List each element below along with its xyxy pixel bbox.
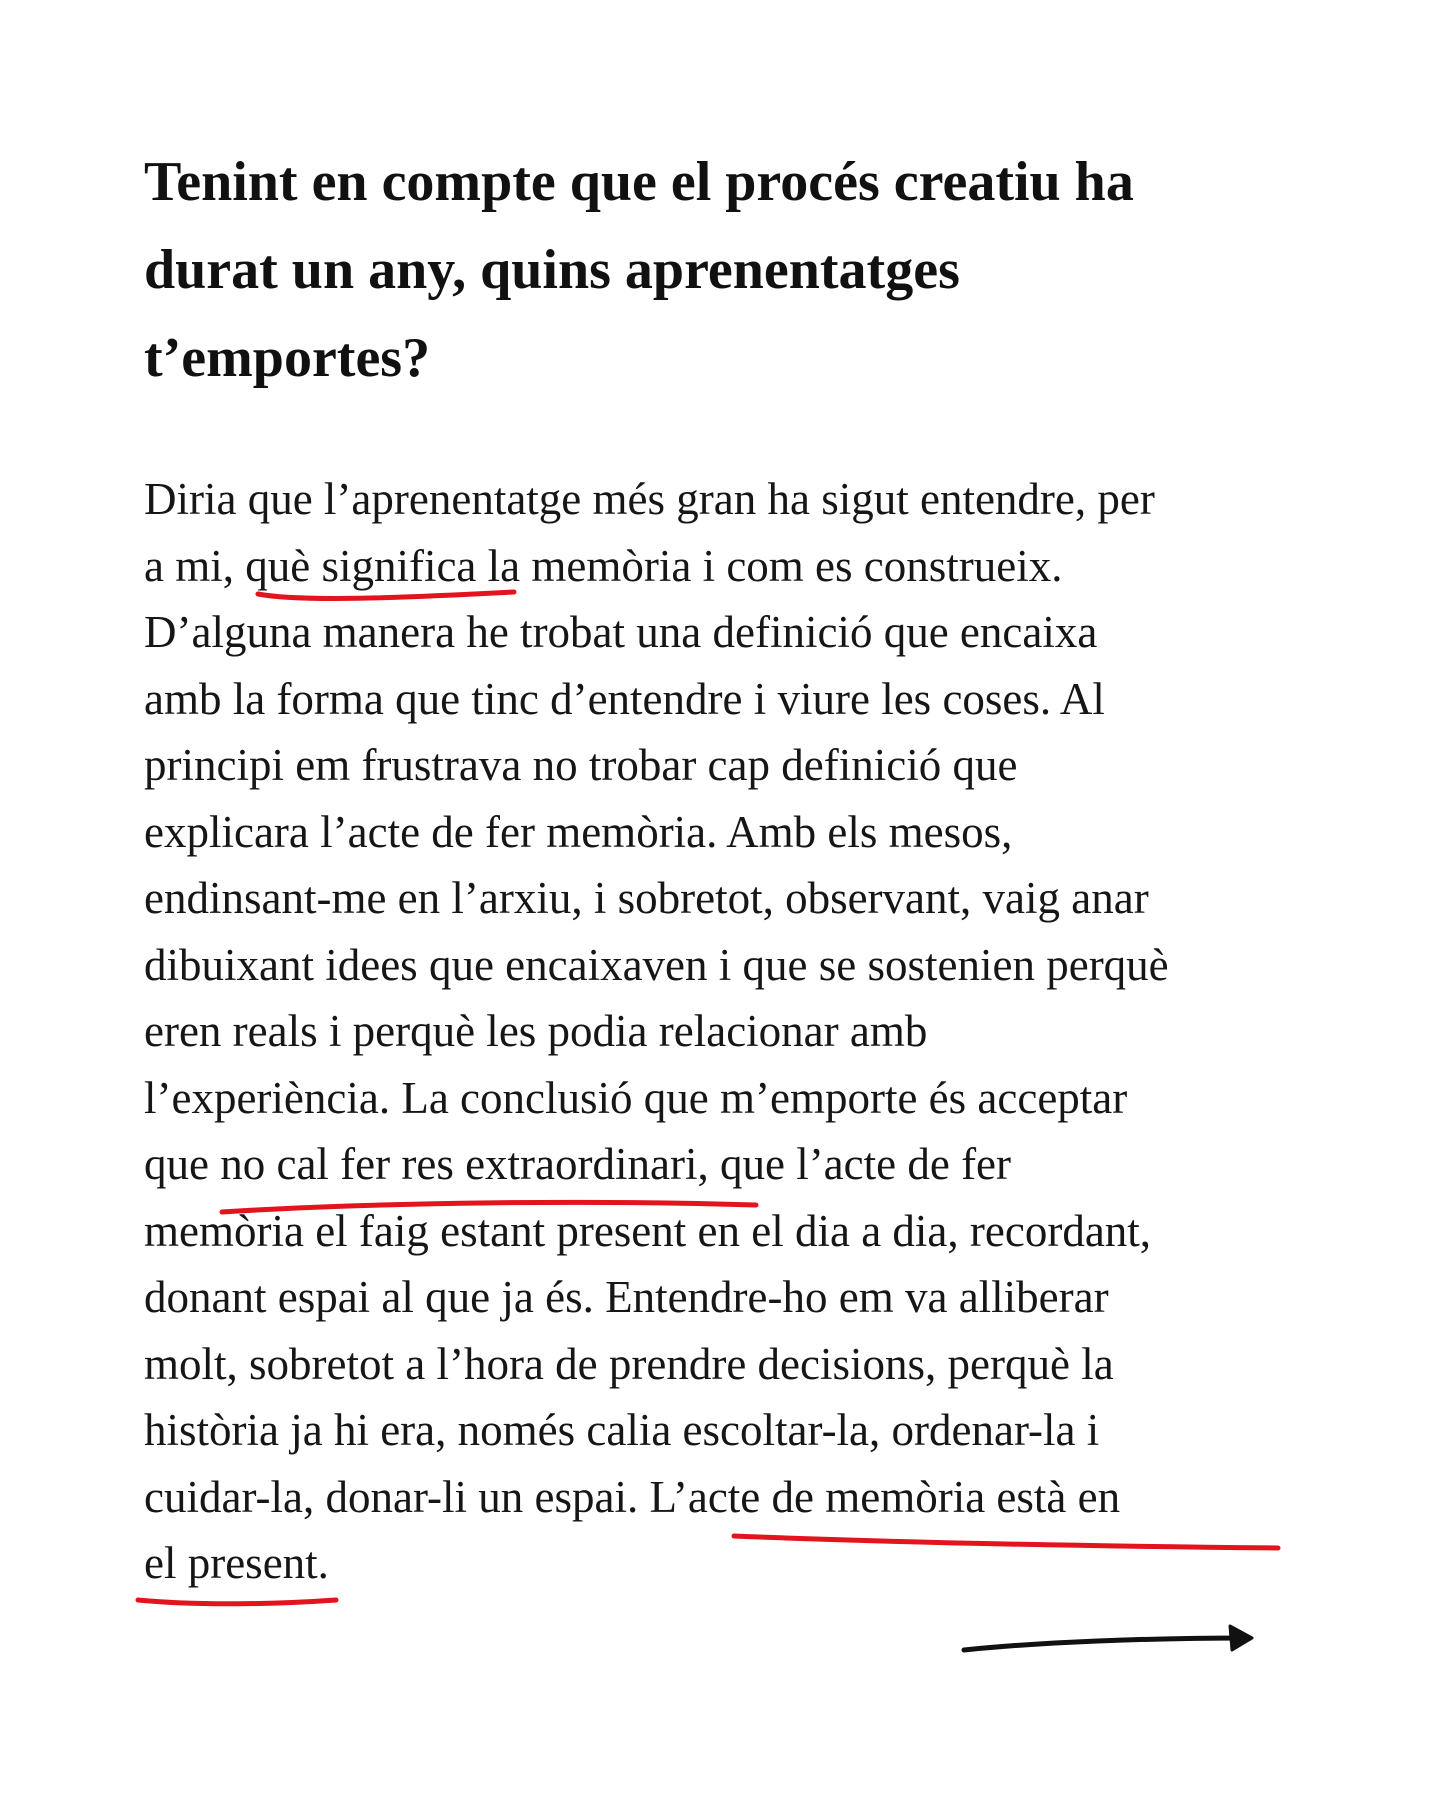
- paragraph-line: l’experiència. La conclusió que m’emporte és acceptar: [144, 1072, 1128, 1123]
- heading-line: durat un any, quins aprenentatges: [144, 239, 960, 301]
- heading-line: t’emportes?: [144, 327, 431, 389]
- paragraph-line: història ja hi era, només calia escoltar-la, ordenar-la i: [144, 1405, 1100, 1455]
- paragraph-line: donant espai al que ja és. Entendre-ho em va alliberar: [144, 1272, 1109, 1322]
- paragraph-line: endinsant-me en l’arxiu, i sobretot, observant, vaig anar: [144, 873, 1149, 923]
- arrow-right-icon: [964, 1626, 1252, 1650]
- paragraph-line: amb la forma que tinc d’entendre i viure les coses. Al: [144, 673, 1105, 724]
- heading-line: Tenint en compte que el procés creatiu ha: [144, 151, 1134, 213]
- paragraph-line: que no cal fer res extraordinari, que l’acte de fer: [144, 1139, 1012, 1189]
- paragraph-line: principi em frustrava no trobar cap definició que: [144, 740, 1018, 790]
- answer-paragraph: [144, 466, 1324, 1597]
- underline-el-present: [138, 1600, 336, 1604]
- paragraph-line: el present.: [144, 1538, 329, 1588]
- paragraph-line: cuidar-la, donar-li un espai. L’acte de memòria està en: [144, 1471, 1121, 1522]
- paragraph-line: a mi, què significa la memòria i com es construeix.: [144, 540, 1063, 591]
- paragraph-line: Diria que l’aprenentatge més gran ha sigut entendre, per: [144, 474, 1155, 524]
- paragraph-line: eren reals i perquè les podia relacionar amb: [144, 1006, 928, 1056]
- paragraph-line: D’alguna manera he trobat una definició que encaixa: [144, 607, 1098, 657]
- paragraph-line: dibuixant idees que encaixaven i que se sostenien perquè: [144, 939, 1169, 990]
- paragraph-line: memòria el faig estant present en el dia a dia, recordant,: [144, 1205, 1152, 1256]
- paragraph-line: explicara l’acte de fer memòria. Amb els mesos,: [144, 806, 1013, 857]
- paragraph-line: molt, sobretot a l’hora de prendre decisions, perquè la: [144, 1338, 1114, 1389]
- question-heading: [144, 138, 1304, 402]
